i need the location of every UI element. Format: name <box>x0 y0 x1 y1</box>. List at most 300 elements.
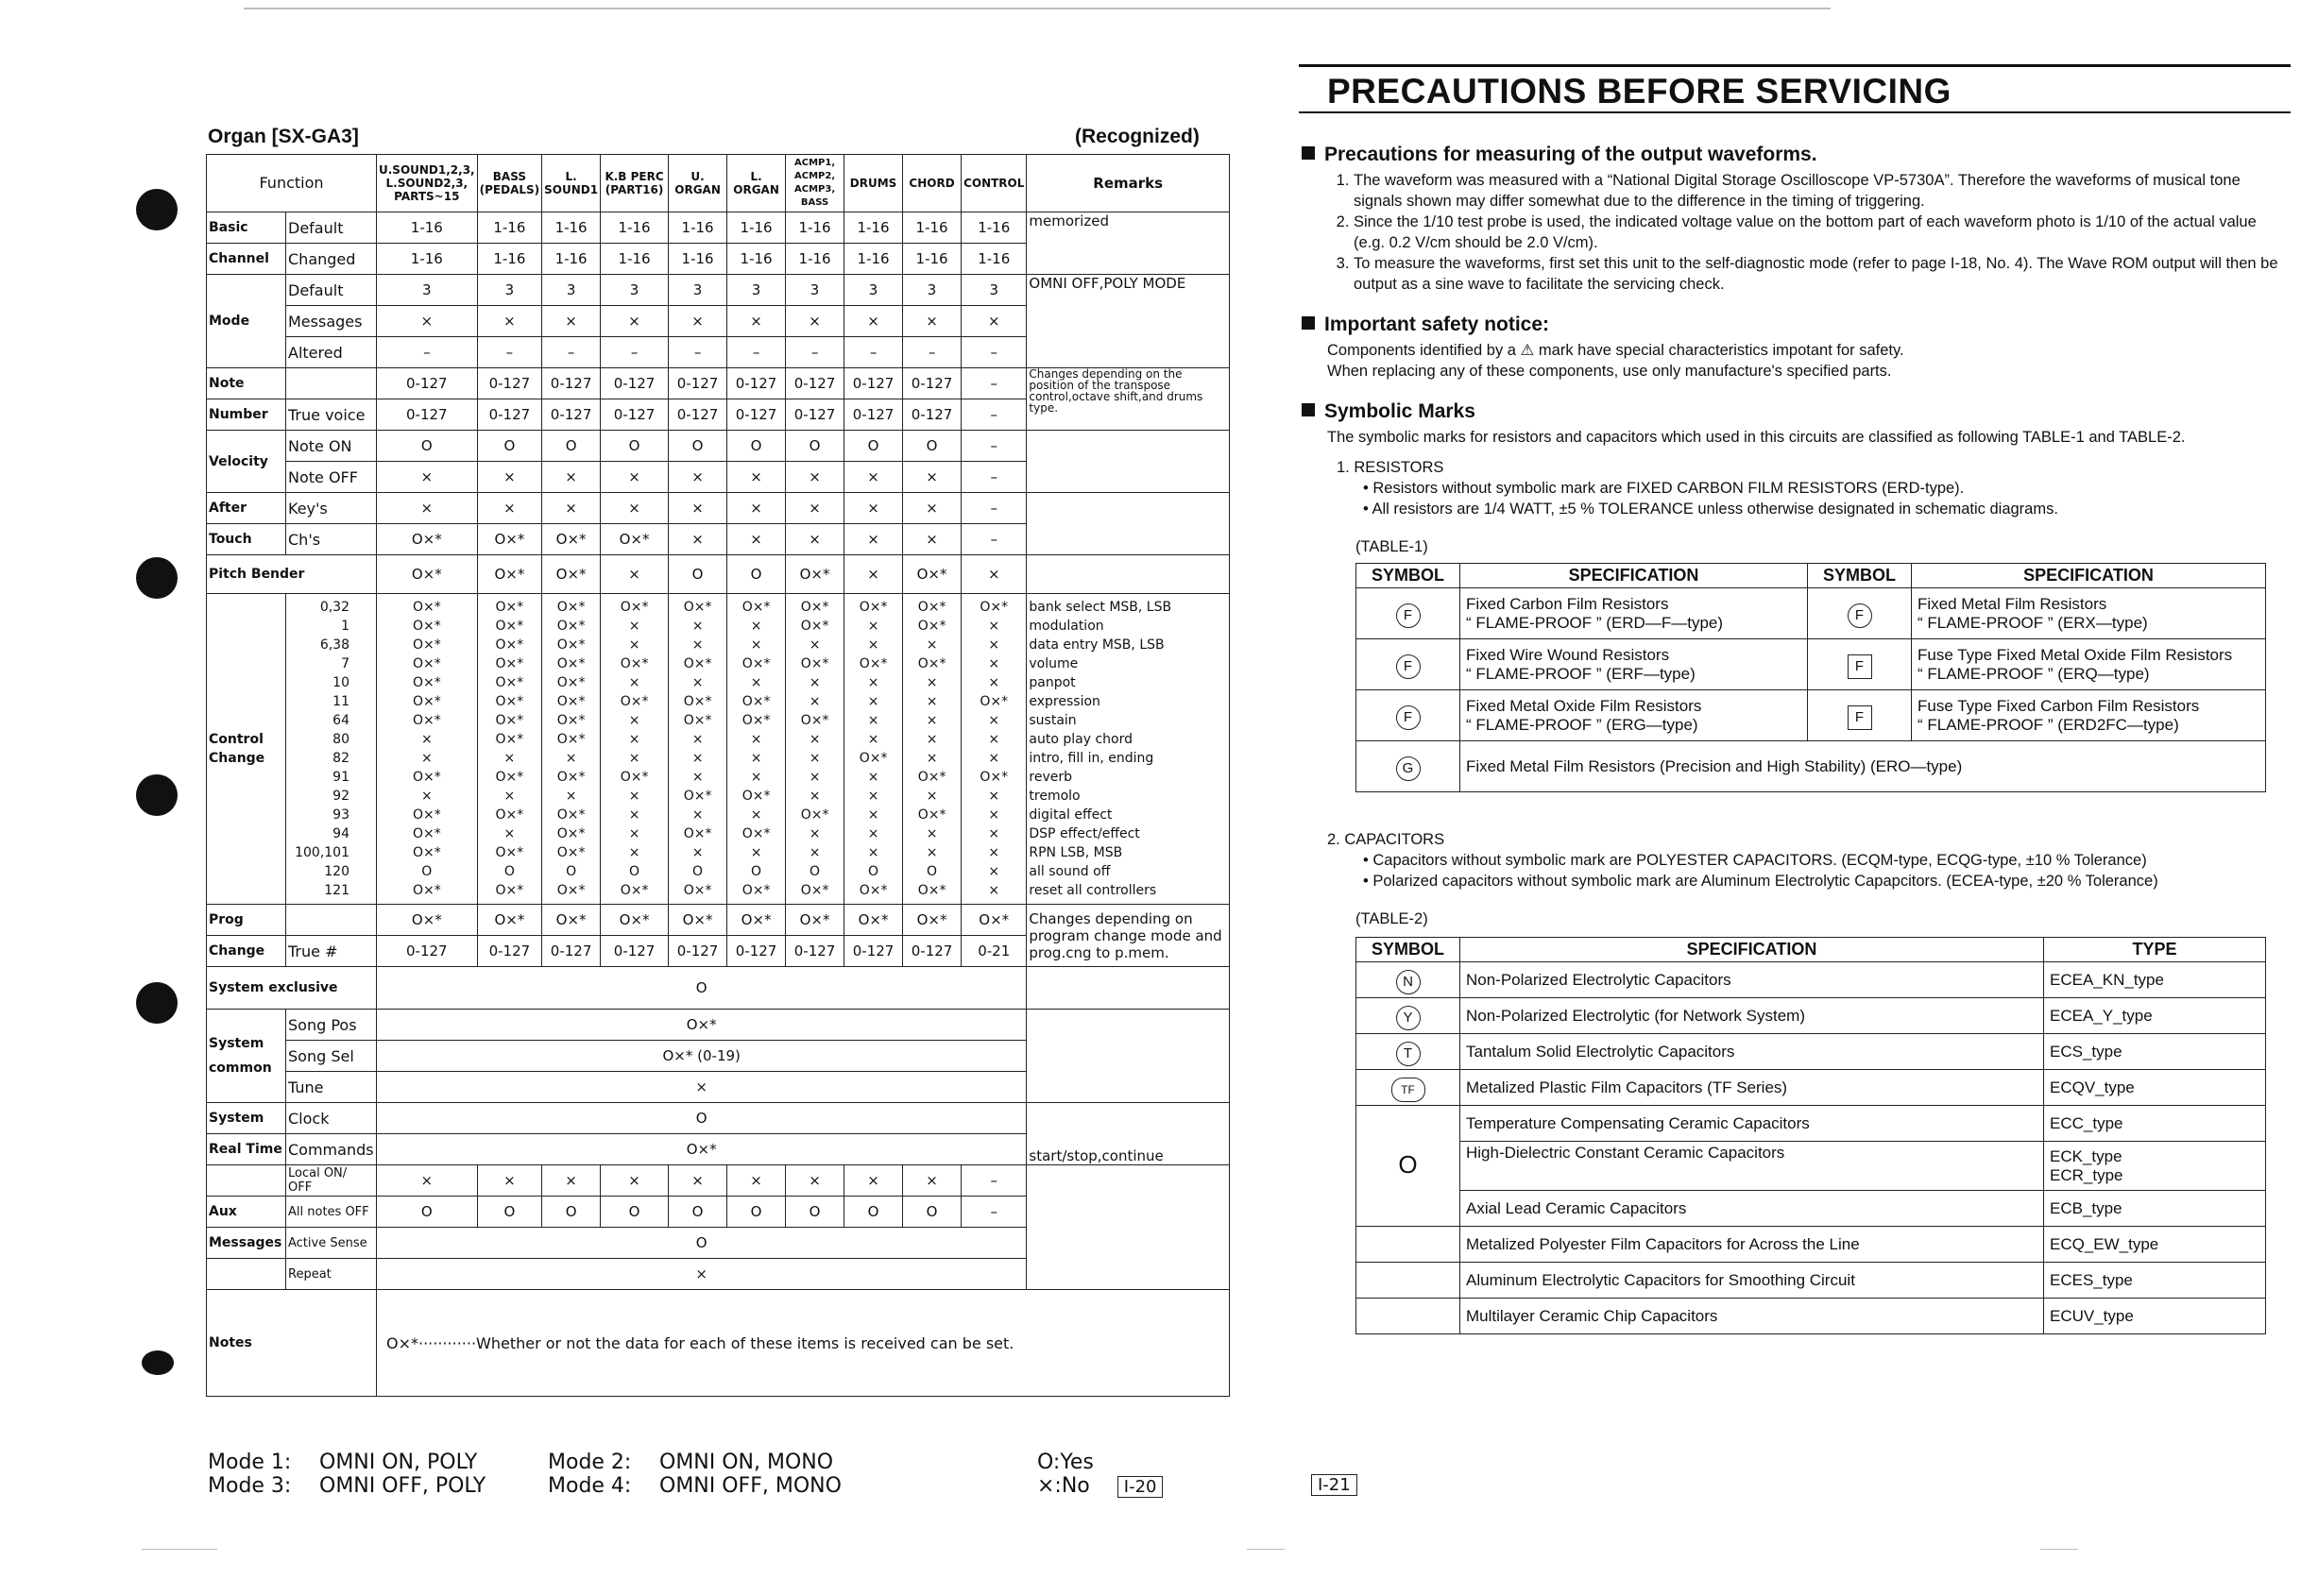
cell: O×* <box>542 806 601 824</box>
cell: 1-16 <box>669 244 727 275</box>
symbol-glyph: O <box>1398 1149 1418 1179</box>
cell: × <box>786 524 844 555</box>
tune-label: Tune <box>286 1072 377 1103</box>
cell: × <box>962 843 1027 862</box>
cell: × <box>601 462 669 493</box>
table-row <box>1356 1263 2266 1299</box>
cell: × <box>601 1165 669 1197</box>
cell: O×* <box>477 617 542 636</box>
measuring-title: Precautions for measuring of the output waveforms. <box>1324 144 1817 165</box>
cell: O <box>844 1197 903 1228</box>
sysex-row <box>207 967 1230 1010</box>
cell: O×* <box>727 654 786 673</box>
cell: O×* <box>377 654 478 673</box>
cell: 0-127 <box>542 368 601 399</box>
cell: 0-127 <box>786 936 844 967</box>
measuring-list <box>1327 170 2291 295</box>
empty-cell <box>1027 1165 1230 1290</box>
cell: O×* <box>786 881 844 905</box>
cell: O×* <box>601 768 669 787</box>
cell: × <box>377 1072 1027 1103</box>
empty-cell <box>207 617 286 636</box>
yes-legend: O:Yes <box>1037 1451 1094 1474</box>
cell: O <box>903 1197 962 1228</box>
col-remarks: Remarks <box>1027 155 1230 212</box>
precision-circle-icon <box>1356 741 1460 792</box>
cell: 0-127 <box>903 368 962 399</box>
type-cell: ECS_type <box>2044 1034 2266 1070</box>
cell: O×* <box>903 654 962 673</box>
cell: 0-127 <box>377 936 478 967</box>
y-circle-icon <box>1356 998 1460 1034</box>
cell: O×* <box>477 768 542 787</box>
cell: O×* <box>601 905 669 936</box>
recognized-label: (Recognized) <box>1075 126 1200 147</box>
cell: × <box>903 711 962 730</box>
cell: × <box>727 673 786 692</box>
cell: × <box>601 636 669 654</box>
cell: × <box>601 749 669 768</box>
cell: × <box>727 493 786 524</box>
cell: × <box>377 787 478 806</box>
cell: × <box>962 806 1027 824</box>
cell: O×* <box>477 730 542 749</box>
table-row <box>1356 1142 2266 1191</box>
safety-line-1: Components identified by a ⚠ mark have special characteristics impotant for safety. <box>1327 342 1904 359</box>
touch-label: Touch <box>207 524 286 555</box>
cell: O×* <box>786 555 844 594</box>
header-row <box>1356 938 2266 962</box>
cell: × <box>377 306 478 337</box>
col-specification: SPECIFICATION <box>1460 938 2044 962</box>
cell: O×* <box>786 594 844 618</box>
bullet-square-icon <box>1302 146 1315 160</box>
cell: × <box>903 636 962 654</box>
spec-cell: Fixed Metal Film Resistors (Precision and High Stability) (ERO—type) <box>1460 741 2266 792</box>
cell: × <box>844 524 903 555</box>
cell: × <box>727 843 786 862</box>
cell: × <box>786 824 844 843</box>
cell: × <box>962 673 1027 692</box>
cell: 1-16 <box>786 212 844 244</box>
capacitors-heading: 2. CAPACITORS <box>1327 831 1445 848</box>
spec-cell <box>1912 588 2266 639</box>
cell: × <box>903 749 962 768</box>
cell: O×* <box>844 749 903 768</box>
empty-cell <box>207 843 286 862</box>
cell: 0-127 <box>669 399 727 431</box>
cell: O×* <box>727 824 786 843</box>
cell: 0-127 <box>377 399 478 431</box>
cell: × <box>542 306 601 337</box>
remark: expression <box>1027 692 1230 711</box>
empty-cell <box>1027 431 1230 493</box>
cell: × <box>786 749 844 768</box>
title-underline <box>1299 111 2291 113</box>
cell: × <box>903 524 962 555</box>
control-change-row <box>207 749 1230 768</box>
type-cell: ECQ_EW_type <box>2044 1227 2266 1263</box>
type-cell: ECES_type <box>2044 1263 2266 1299</box>
capacitor-symbol-table <box>1355 937 2266 1334</box>
symbol-glyph: F <box>1848 603 1872 628</box>
cell: – <box>903 337 962 368</box>
cell: – <box>962 399 1027 431</box>
symbol-glyph: T <box>1396 1042 1421 1066</box>
table-row <box>1356 962 2266 998</box>
cell: 0-127 <box>844 368 903 399</box>
cell: – <box>962 1197 1027 1228</box>
symbolic-intro-text: The symbolic marks for resistors and capacitors which used in this circuits are classified as following TABLE-1 and TABLE-2. <box>1327 429 2186 446</box>
cell: O×* <box>786 617 844 636</box>
empty-cell <box>1356 1227 1460 1263</box>
page-number-wrap <box>1311 1475 1357 1495</box>
cell: O×* <box>903 768 962 787</box>
cell: O×* <box>601 692 669 711</box>
cell: × <box>669 524 727 555</box>
cell: × <box>844 787 903 806</box>
mode4-label: Mode 4: <box>548 1474 632 1498</box>
cell: × <box>962 730 1027 749</box>
cell: O×* <box>844 881 903 905</box>
cell: × <box>844 306 903 337</box>
cell: O×* <box>727 692 786 711</box>
cell: × <box>844 806 903 824</box>
empty-cell <box>207 654 286 673</box>
cell: O×* <box>542 692 601 711</box>
cell: 3 <box>844 275 903 306</box>
mode-altered-label: Altered <box>286 337 377 368</box>
cell: × <box>903 462 962 493</box>
type-cell: ECC_type <box>2044 1106 2266 1142</box>
basic-default-label: Default <box>286 212 377 244</box>
resistors-block <box>1327 457 2291 519</box>
cell: O <box>477 1197 542 1228</box>
cell: O <box>542 1197 601 1228</box>
cell: × <box>601 787 669 806</box>
mode1-label: Mode 1: <box>208 1451 292 1474</box>
empty-cell <box>1356 1299 1460 1334</box>
cell: 3 <box>962 275 1027 306</box>
cell: × <box>477 462 542 493</box>
spec-cell: Non-Polarized Electrolytic (for Network System) <box>1460 998 2044 1034</box>
cell: × <box>669 617 727 636</box>
cell: O×* <box>377 692 478 711</box>
note-label: Note <box>207 368 286 399</box>
list-item: 2. Since the 1/10 test probe is used, the indicated voltage value on the bottom part of each waveform photo is 1/10 of the actual value (e.g. 0.2 V/cm should be 2.0 V/cm). <box>1354 212 2291 253</box>
cell: O×* <box>377 1134 1027 1165</box>
resistors-bullet-2: • All resistors are 1/4 WATT, ±5 % TOLERANCE unless otherwise designated in schematic diagrams. <box>1363 501 2058 518</box>
true-voice-label: True voice <box>286 399 377 431</box>
symbol-glyph: F <box>1848 705 1872 730</box>
cell: × <box>542 1165 601 1197</box>
cell: 3 <box>669 275 727 306</box>
cell: – <box>786 337 844 368</box>
cell: O×* <box>377 806 478 824</box>
cell: O×* <box>377 555 478 594</box>
type-cell: ECQV_type <box>2044 1070 2266 1106</box>
cell: × <box>727 617 786 636</box>
cell: O <box>727 431 786 462</box>
header-row <box>1356 564 2266 588</box>
cell: 0-127 <box>669 936 727 967</box>
sysrt-clock-row <box>207 1103 1230 1134</box>
cell: × <box>601 806 669 824</box>
cell: 1-16 <box>962 212 1027 244</box>
cc-number: 92 <box>286 787 377 806</box>
binding-hole <box>136 557 178 599</box>
cell: O×* <box>903 555 962 594</box>
type-cell: ECEA_KN_type <box>2044 962 2266 998</box>
cell: × <box>962 636 1027 654</box>
spec-cell <box>1912 690 2266 741</box>
col-usound: U.SOUND1,2,3, L.SOUND2,3, PARTS~15 <box>377 155 478 212</box>
cell: O×* <box>601 524 669 555</box>
cell: O <box>601 862 669 881</box>
cell: × <box>601 493 669 524</box>
cell: × <box>669 1165 727 1197</box>
flameproof-circle-icon <box>1808 588 1912 639</box>
remark: reverb <box>1027 768 1230 787</box>
control-change-row <box>207 692 1230 711</box>
true-num-label: True # <box>286 936 377 967</box>
cell: 0-127 <box>903 936 962 967</box>
control-change-row <box>207 806 1230 824</box>
cell: – <box>727 337 786 368</box>
cell: 0-127 <box>903 399 962 431</box>
empty-cell <box>207 673 286 692</box>
cell: O×* <box>962 594 1027 618</box>
remark: Changes depending on program change mode and prog.cng to p.mem. <box>1027 905 1230 967</box>
mode-messages-label: Messages <box>286 306 377 337</box>
table-row <box>1356 1191 2266 1227</box>
cell: O×* <box>669 594 727 618</box>
remark: intro, fill in, ending <box>1027 749 1230 768</box>
resistor-symbol-table <box>1355 563 2266 792</box>
cell: O×* <box>477 636 542 654</box>
cell: 3 <box>786 275 844 306</box>
remark: modulation <box>1027 617 1230 636</box>
cell: O <box>377 1228 1027 1259</box>
cell: O×* <box>542 711 601 730</box>
measuring-heading <box>1302 144 1817 166</box>
cell: 1-16 <box>727 212 786 244</box>
list-item: 3. To measure the waveforms, first set this unit to the self-diagnostic mode (refer to page I-18, No. 4). The Wave ROM output will then be output as a sine wave to facilitate the servicing check. <box>1354 253 2291 295</box>
cell: × <box>601 306 669 337</box>
empty-cell <box>207 787 286 806</box>
cell: O×* <box>669 824 727 843</box>
cell: × <box>962 555 1027 594</box>
cell: O×* <box>542 654 601 673</box>
cell: × <box>727 636 786 654</box>
cell: × <box>669 462 727 493</box>
cell: O×* <box>377 673 478 692</box>
spec-line: Fixed Carbon Film Resistors <box>1466 594 1669 613</box>
mode1-value: OMNI ON, POLY <box>319 1451 478 1474</box>
cell: × <box>727 806 786 824</box>
empty-cell <box>207 768 286 787</box>
cc-number: 82 <box>286 749 377 768</box>
song-pos-label: Song Pos <box>286 1010 377 1041</box>
capacitors-bullet-1: • Capacitors without symbolic mark are POLYESTER CAPACITORS. (ECQM-type, ECQG-type, ±10 % Tolerance) <box>1363 852 2147 869</box>
spec-line: “ FLAME-PROOF ” (ERD2FC—type) <box>1917 715 2179 734</box>
cell: × <box>542 462 601 493</box>
cell: × <box>786 730 844 749</box>
control-change-row <box>207 768 1230 787</box>
table-row <box>1356 1299 2266 1334</box>
cell: 0-127 <box>477 399 542 431</box>
empty-cell <box>207 636 286 654</box>
cell: × <box>377 493 478 524</box>
cell: 1-16 <box>377 212 478 244</box>
cell: O×* <box>669 881 727 905</box>
symbolic-heading <box>1302 400 1475 423</box>
cell: × <box>786 787 844 806</box>
notes-text: O×*············Whether or not the data for each of these items is received can be set. <box>377 1290 1230 1397</box>
commands-label: Commands <box>286 1134 377 1165</box>
empty-cell <box>286 905 377 936</box>
mode2-label: Mode 2: <box>548 1451 632 1474</box>
cell: O×* <box>669 787 727 806</box>
empty-cell <box>207 1165 286 1197</box>
spec-cell: Metalized Plastic Film Capacitors (TF Series) <box>1460 1070 2044 1106</box>
mode-label: Mode <box>207 275 286 368</box>
cell: O×* <box>786 654 844 673</box>
cell: – <box>962 524 1027 555</box>
cell: × <box>669 730 727 749</box>
cell: O×* <box>377 843 478 862</box>
cell: × <box>903 692 962 711</box>
cell: × <box>377 1165 478 1197</box>
cell: × <box>727 524 786 555</box>
after-label: After <box>207 493 286 524</box>
empty-cell <box>207 1259 286 1290</box>
cell: × <box>844 711 903 730</box>
symbol-glyph: TF <box>1391 1078 1425 1102</box>
cc-number: 64 <box>286 711 377 730</box>
spec-line: Fuse Type Fixed Metal Oxide Film Resistors <box>1917 645 2233 664</box>
cell: × <box>844 462 903 493</box>
cell: 3 <box>727 275 786 306</box>
cell: 0-127 <box>727 399 786 431</box>
all-notes-off-label: All notes OFF <box>286 1197 377 1228</box>
spec-cell <box>1460 690 1808 741</box>
cc-number: 120 <box>286 862 377 881</box>
messages-label: Messages <box>207 1228 286 1259</box>
spec-line: “ FLAME-PROOF ” (ERG—type) <box>1466 715 1698 734</box>
aux-label: Aux <box>207 1197 286 1228</box>
midi-implementation-table <box>206 154 1230 1397</box>
cell: O×* <box>377 881 478 905</box>
keys-label: Key's <box>286 493 377 524</box>
cell: 1-16 <box>844 212 903 244</box>
control-change-row <box>207 843 1230 862</box>
mode3-label: Mode 3: <box>208 1474 292 1498</box>
song-sel-label: Song Sel <box>286 1041 377 1072</box>
col-acmp: ACMP1, ACMP2, ACMP3, BASS <box>786 155 844 212</box>
binding-hole <box>136 982 178 1024</box>
cell: 1-16 <box>377 244 478 275</box>
cell: O×* <box>542 881 601 905</box>
type-cell: ECB_type <box>2044 1191 2266 1227</box>
cell: O×* <box>377 617 478 636</box>
cell: × <box>962 711 1027 730</box>
spec-cell: Aluminum Electrolytic Capacitors for Smoothing Circuit <box>1460 1263 2044 1299</box>
control-label: Control <box>207 730 286 749</box>
control-change-row <box>207 636 1230 654</box>
symbolic-intro <box>1327 427 2291 448</box>
flameproof-square-icon <box>1808 639 1912 690</box>
cell: × <box>903 843 962 862</box>
cell: 0-127 <box>786 399 844 431</box>
cell: O <box>377 1197 478 1228</box>
common-label: common <box>209 1061 272 1076</box>
cell: O×* <box>962 768 1027 787</box>
remark: OMNI OFF,POLY MODE <box>1027 275 1230 368</box>
header-row <box>207 155 1230 212</box>
empty-cell <box>207 881 286 905</box>
cc-number: 11 <box>286 692 377 711</box>
symbol-glyph: G <box>1396 756 1421 781</box>
cell: × <box>601 843 669 862</box>
cell: O×* <box>786 905 844 936</box>
cell: 0-127 <box>477 936 542 967</box>
cell: × <box>962 881 1027 905</box>
cell: × <box>903 306 962 337</box>
cell: – <box>962 431 1027 462</box>
cell: O <box>903 431 962 462</box>
cell: × <box>477 493 542 524</box>
cell: 1-16 <box>601 212 669 244</box>
col-bass: BASS (PEDALS) <box>477 155 542 212</box>
cell: × <box>542 749 601 768</box>
cell: 1-16 <box>477 244 542 275</box>
page-number: I-21 <box>1311 1474 1357 1496</box>
cell: × <box>377 730 478 749</box>
cell: 1-16 <box>669 212 727 244</box>
cell: O <box>727 555 786 594</box>
control-change-group <box>207 594 1230 905</box>
capacitors-bullet-2: • Polarized capacitors without symbolic mark are Aluminum Electrolytic Capapcitors. (ECEA-type, ±20 % Tolerance) <box>1363 873 2158 890</box>
cell: 3 <box>477 275 542 306</box>
cell: – <box>962 493 1027 524</box>
cell: O <box>377 431 478 462</box>
page-title: Organ [SX-GA3] <box>208 126 359 147</box>
empty-cell <box>1027 555 1230 594</box>
cell: O <box>669 862 727 881</box>
symbol-glyph: F <box>1848 654 1872 679</box>
safety-heading <box>1302 314 1549 336</box>
change-label: Change <box>207 749 286 768</box>
table2-label: (TABLE-2) <box>1355 910 1428 927</box>
empty-cell <box>207 711 286 730</box>
cell: O×* <box>477 692 542 711</box>
cc-number: 6,38 <box>286 636 377 654</box>
empty-cell <box>207 806 286 824</box>
cell: O×* <box>727 905 786 936</box>
symbol-glyph: F <box>1396 654 1421 679</box>
cell: × <box>962 787 1027 806</box>
cell: O×* <box>542 617 601 636</box>
bottom-rule <box>142 1549 217 1550</box>
cell: O×* <box>377 824 478 843</box>
spec-line: “ FLAME-PROOF ” (ERX—type) <box>1917 613 2148 632</box>
control-change-row <box>207 654 1230 673</box>
bullet-square-icon <box>1302 403 1315 416</box>
col-drums: DRUMS <box>844 155 903 212</box>
flameproof-circle-icon <box>1356 639 1460 690</box>
cell: O×* <box>844 905 903 936</box>
